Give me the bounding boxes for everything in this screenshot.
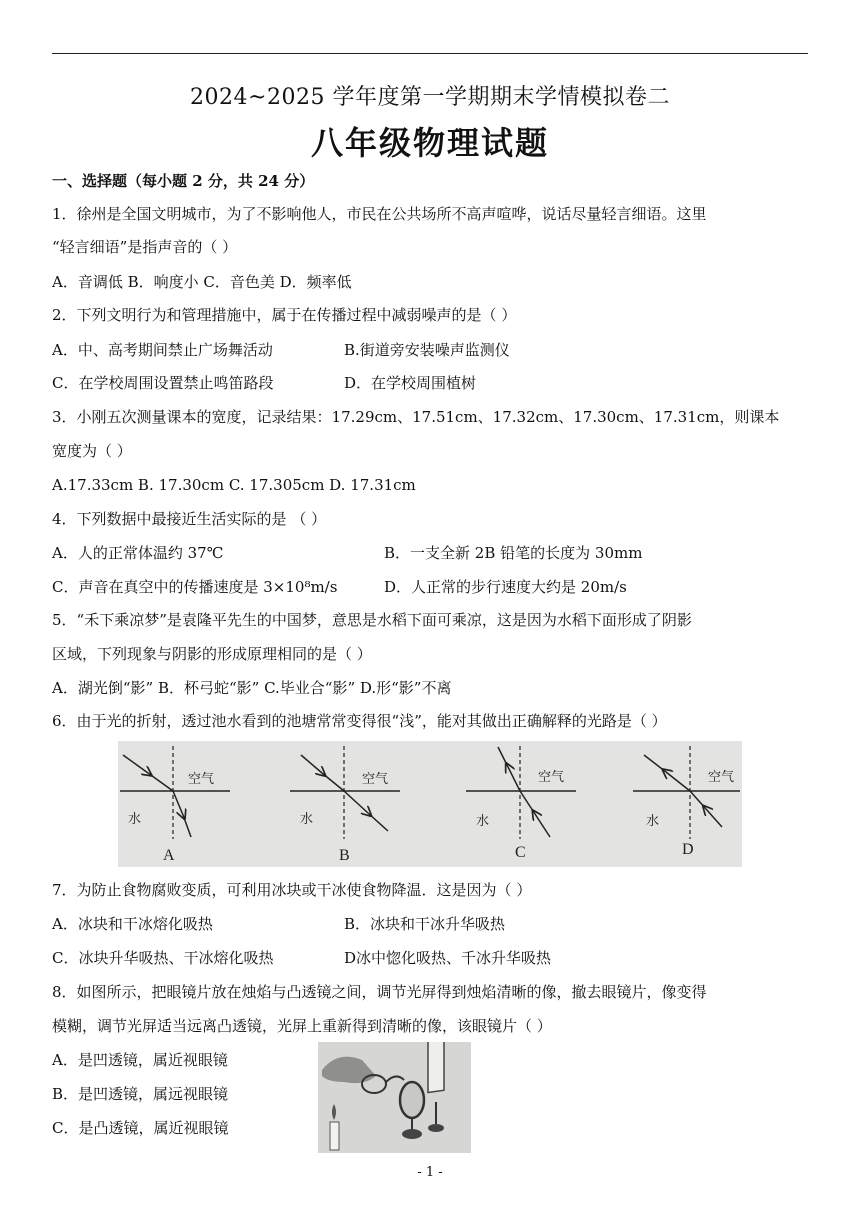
question-8-option-c: C．是凸透镜，属近视眼镜 (52, 1119, 229, 1137)
question-2-option-a: A．中、高考期间禁止广场舞活动 (52, 341, 273, 359)
water-label-b: 水 (300, 812, 314, 827)
question-3-stem-line1: 3．小刚五次测量课本的宽度，记录结果：17.29cm、17.51cm、17.32cm、17.30cm、17.31cm，则课本 (52, 408, 780, 426)
page-title: 八年级物理试题 (310, 124, 549, 162)
question-4-option-a: A．人的正常体温约 37℃ (52, 544, 224, 562)
panel-label-a: A (163, 847, 175, 864)
air-label-a: 空气 (188, 772, 215, 787)
question-5-stem-line2: 区域，下列现象与阴影的形成原理相同的是（ ） (52, 645, 372, 663)
question-4-stem: 4．下列数据中最接近生活实际的是 （ ） (52, 510, 327, 528)
question-6-stem: 6．由于光的折射，透过池水看到的池塘常常变得很“浅”，能对其做出正确解释的光路是（ ） (52, 712, 667, 730)
question-2-stem: 2．下列文明行为和管理措施中，属于在传播过程中减弱噪声的是（ ） (52, 306, 517, 324)
water-label-d: 水 (646, 814, 660, 829)
question-4-option-b: B．一支全新 2B 铅笔的长度为 30mm (384, 544, 643, 562)
question-7-stem: 7．为防止食物腐败变质，可利用冰块或干冰使食物降温．这是因为（ ） (52, 881, 532, 899)
question-7-option-d: D冰中惚化吸热、千冰升华吸热 (344, 949, 552, 967)
light-path-diagram-d (633, 746, 740, 858)
question-7-option-b: B．冰块和干冰升华吸热 (344, 915, 506, 933)
question-4-option-d: D．人正常的步行速度大约是 20m/s (384, 578, 627, 596)
light-path-diagram-b (290, 746, 400, 864)
air-label-b: 空气 (362, 772, 389, 787)
light-path-diagram-c (466, 746, 576, 861)
question-3-stem-line2: 宽度为（ ） (52, 442, 132, 460)
air-label-d: 空气 (708, 770, 735, 785)
question-8-option-a: A．是凹透镜，属近视眼镜 (52, 1051, 228, 1069)
refraction-figure (118, 741, 742, 867)
air-label-c: 空气 (538, 770, 565, 785)
question-2-option-d: D．在学校周围植树 (344, 374, 477, 392)
question-1-options: A．音调低 B．响度小 C．音色美 D．频率低 (52, 273, 352, 291)
lens-experiment-photo (318, 1042, 471, 1153)
water-label-a: 水 (128, 812, 142, 827)
panel-label-b: B (339, 847, 350, 864)
question-7-option-a: A．冰块和干冰熔化吸热 (52, 915, 213, 933)
section-title: 一、选择题（每小题 2 分，共 24 分） (52, 172, 315, 190)
exam-title: 2024~2025 学年度第一学期期末学情模拟卷二 (190, 85, 670, 110)
light-path-diagram-a (120, 746, 230, 864)
question-2-option-c: C．在学校周围设置禁止鸣笛路段 (52, 374, 274, 392)
page-number: - 1 - (417, 1165, 443, 1180)
question-7-option-c: C．冰块升华吸热、干冰熔化吸热 (52, 949, 274, 967)
question-8-option-b: B．是凹透镜，属远视眼镜 (52, 1085, 229, 1103)
panel-label-d: D (682, 841, 694, 858)
question-5-options: A．湖光倒“影” B．杯弓蛇“影” C.毕业合“影” D.形“影”不离 (52, 679, 452, 697)
question-5-stem-line1: 5．“禾下乘凉梦”是袁隆平先生的中国梦，意思是水稻下面可乘凉，这是因为水稻下面形成了阴影 (52, 611, 692, 629)
water-label-c: 水 (476, 814, 490, 829)
question-2-option-b: B.街道旁安装噪声监测仪 (344, 341, 510, 359)
question-1-stem-line1: 1．徐州是全国文明城市，为了不影响他人，市民在公共场所不高声喧哗，说话尽量轻言细语。这里 (52, 205, 707, 223)
question-1-stem-line2: “轻言细语”是指声音的（ ） (52, 238, 238, 256)
question-8-stem-line2: 模糊，调节光屏适当远离凸透镜，光屏上重新得到清晰的像，该眼镜片（ ） (52, 1017, 552, 1035)
question-4-option-c: C．声音在真空中的传播速度是 3×10⁸m/s (52, 578, 338, 596)
question-8-stem-line1: 8．如图所示，把眼镜片放在烛焰与凸透镜之间，调节光屏得到烛焰清晰的像，撤去眼镜片，像变得 (52, 983, 707, 1001)
panel-label-c: C (515, 844, 526, 861)
question-3-options: A.17.33cm B. 17.30cm C. 17.305cm D. 17.31cm (52, 476, 416, 494)
header-rule (52, 53, 808, 54)
